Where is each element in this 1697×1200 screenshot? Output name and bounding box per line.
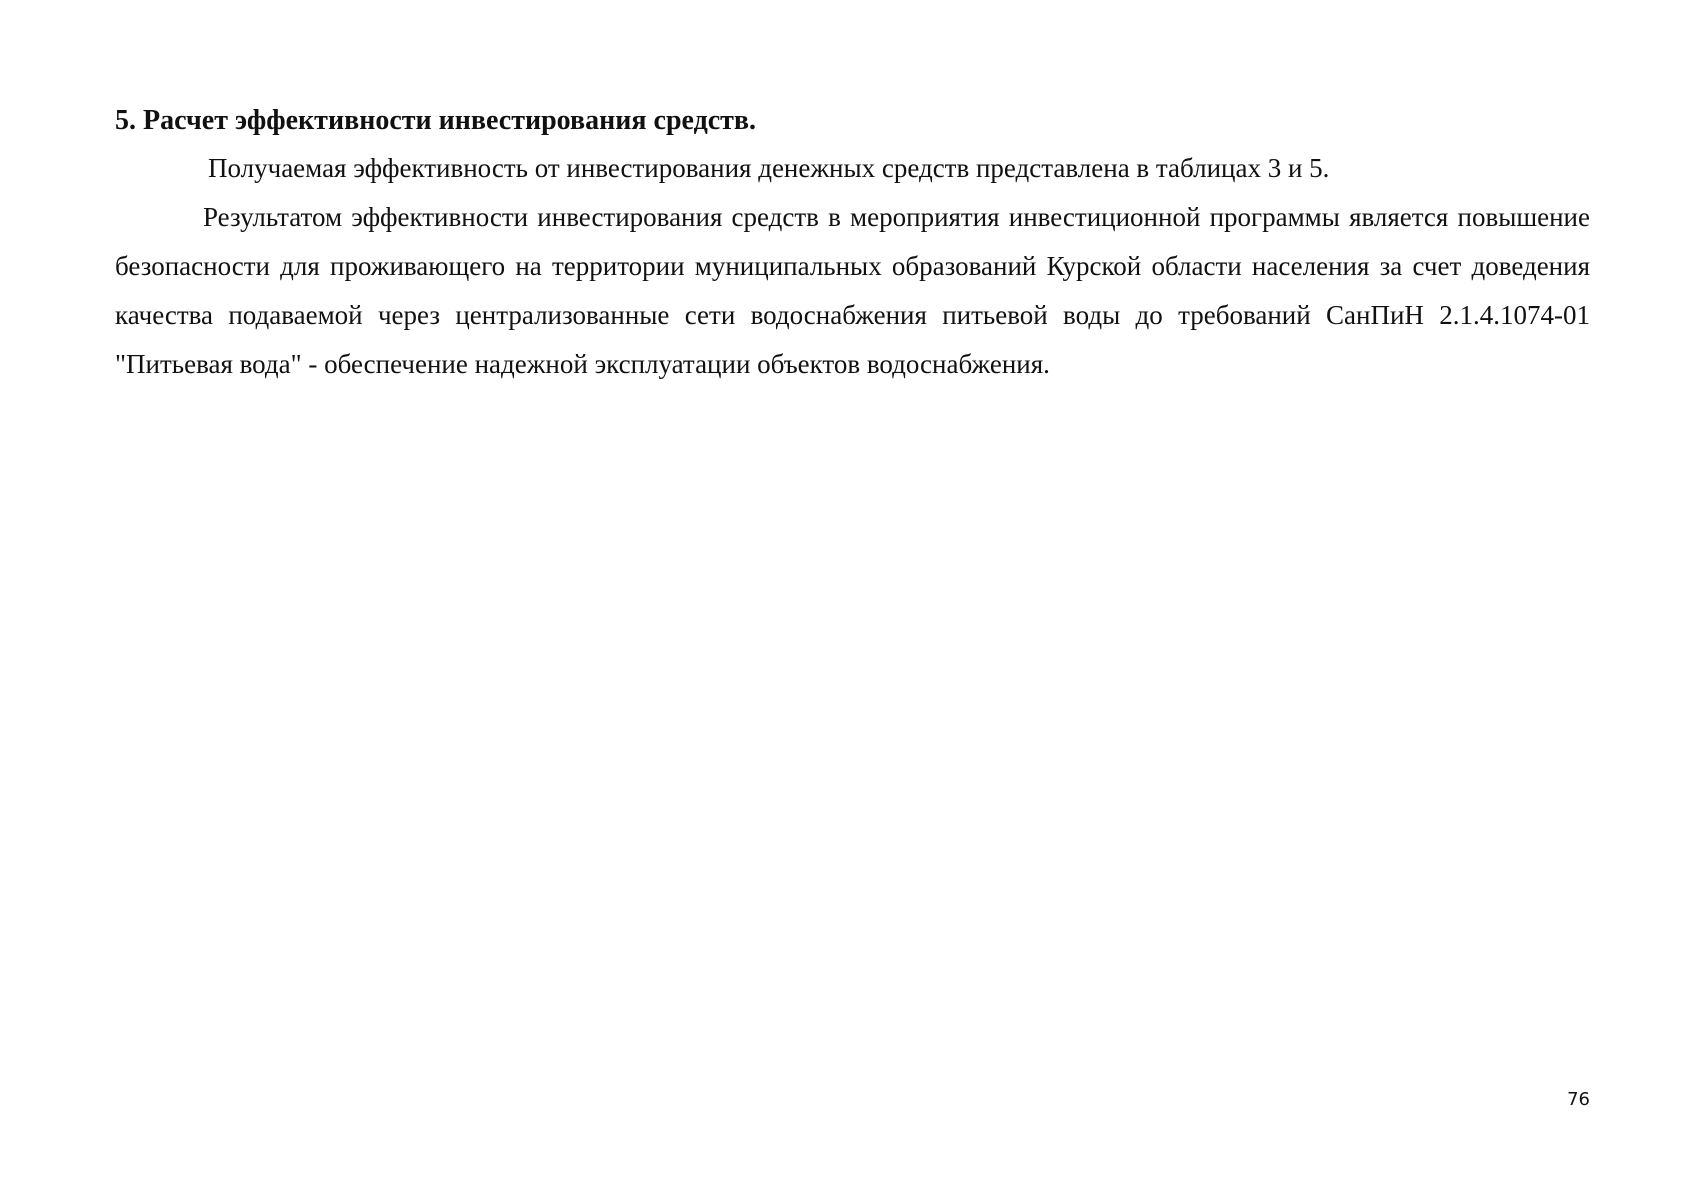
page-number: 76 [1567, 1089, 1590, 1110]
paragraph-efficiency-reference: Получаемая эффективность от инвестирования денежных средств представлена в таблицах 3 и 5. [208, 153, 1330, 183]
document-content [115, 98, 1590, 389]
paragraph-investment-result: Результатом эффективности инвестирования средств в мероприятия инвестиционной программы является повышение безопасности для проживающего на территории муниципальных образований Курской области населения за счет доведения качества подаваемой через централизованные сети водоснабжения питьевой воды до требований СанПиН 2.1.4.1074-01 "Питьевая вода" - обеспечение надежной эксплуатации объектов водоснабжения. [115, 202, 1590, 379]
section-heading: 5. Расчет эффективности инвестирования средств. [115, 105, 757, 136]
